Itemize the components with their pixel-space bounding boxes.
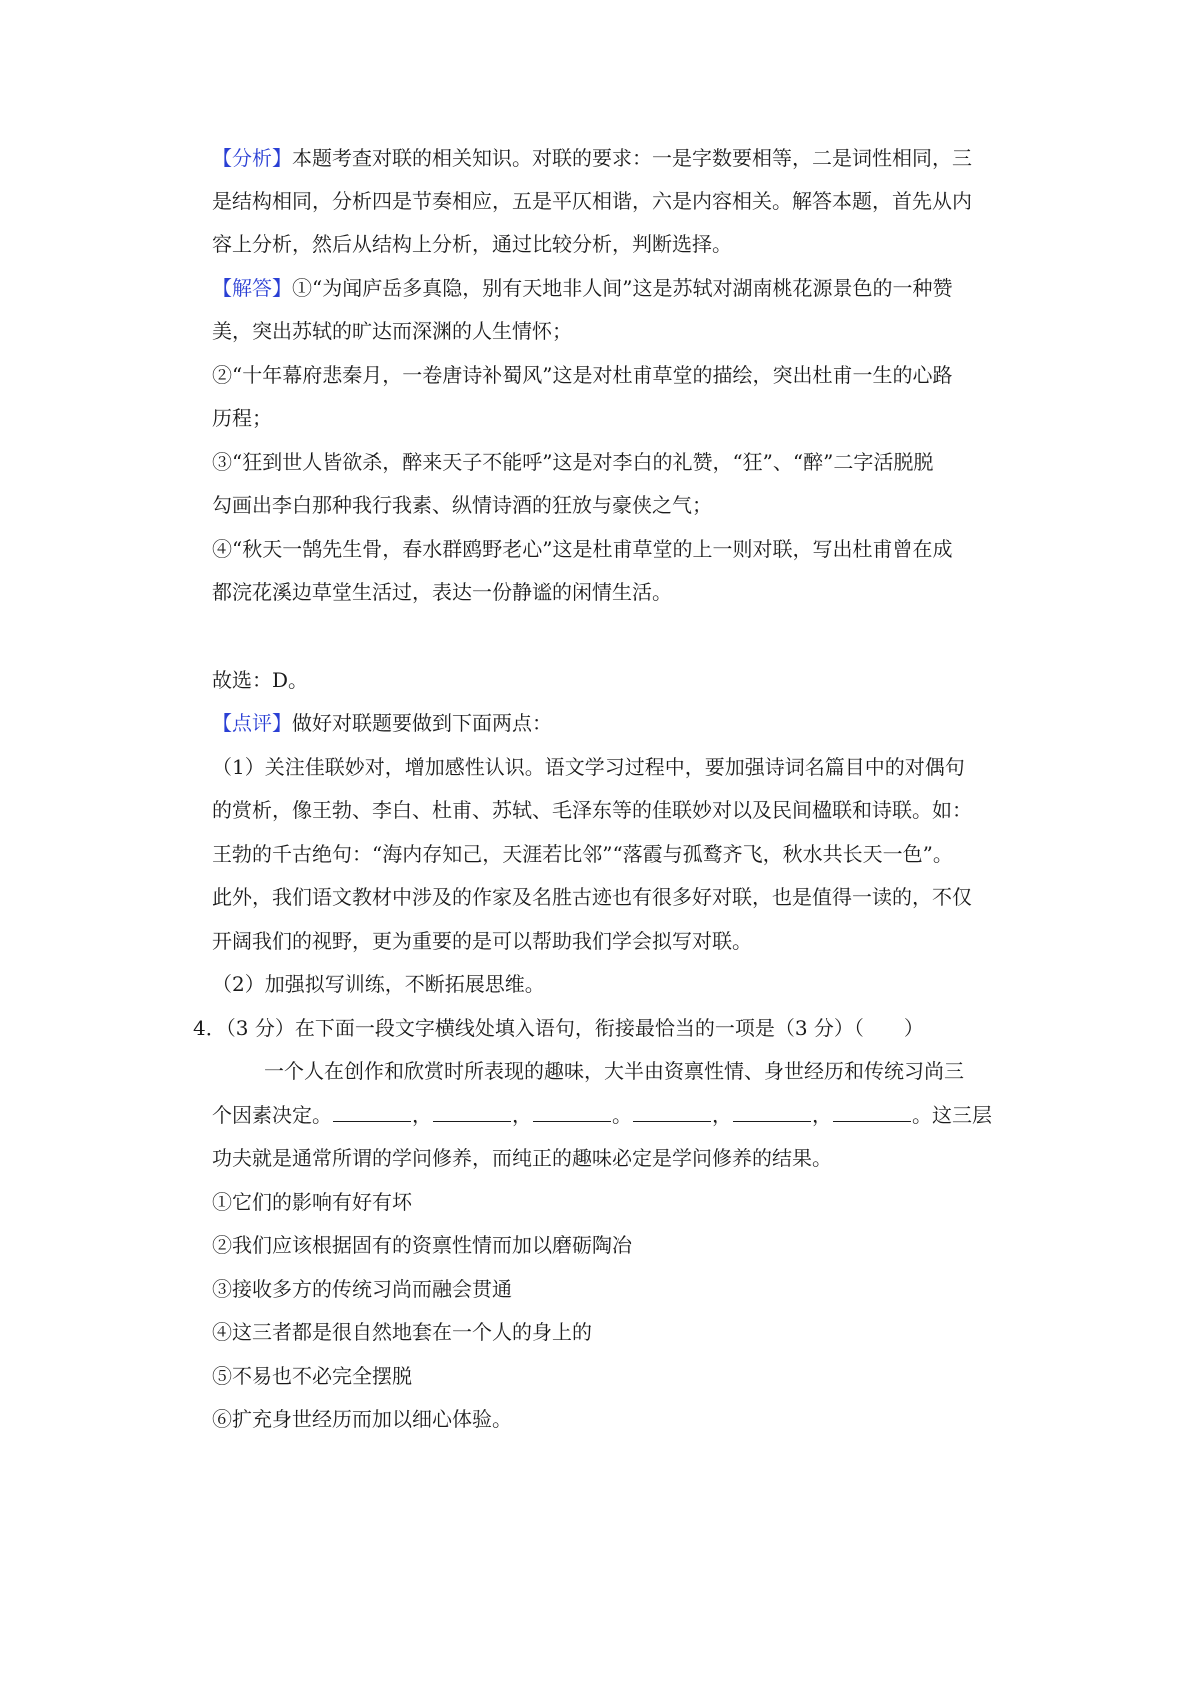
passage-line-2: 个因素决定。 ， ， 。 ， ， 。这三层 xyxy=(212,1103,992,1127)
question-text: （3 分）在下面一段文字横线处填入语句，衔接最恰当的一项是（3 分）（ ） xyxy=(225,1016,924,1040)
analysis-line-3: 容上分析，然后从结构上分析，通过比较分析，判断选择。 xyxy=(212,232,732,256)
answer-line-4: 历程； xyxy=(212,406,272,430)
question-4-stem xyxy=(193,1015,924,1041)
answer-line-7: ④“秋天一鹄先生骨，春水群鸥野老心”这是杜甫草堂的上一则对联，写出杜甫曾在成 xyxy=(212,537,953,561)
comment-line-6: （2）加强拟写训练，不断拓展思维。 xyxy=(212,972,545,996)
option-2: ②我们应该根据固有的资禀性情而加以磨砺陶冶 xyxy=(212,1233,632,1257)
passage-start: 个因素决定。 xyxy=(212,1103,332,1127)
analysis-line-1 xyxy=(212,145,972,171)
comment-line-4: 此外，我们语文教材中涉及的作家及名胜古迹也有很多好对联，也是值得一读的，不仅 xyxy=(212,885,972,909)
blank-5 xyxy=(733,1103,811,1122)
option-6: ⑥扩充身世经历而加以细心体验。 xyxy=(212,1407,512,1431)
blank-4 xyxy=(633,1103,711,1122)
analysis-tag: 【分析】 xyxy=(212,146,292,170)
comment-line-3: 王勃的千古绝句：“海内存知己，天涯若比邻”“落霞与孤鹜齐飞，秋水共长天一色”。 xyxy=(212,842,953,866)
comment-intro: 做好对联题要做到下面两点： xyxy=(292,711,552,735)
question-number: 4． xyxy=(193,1016,226,1040)
blank-6 xyxy=(833,1103,911,1122)
answer-choice: 故选：D。 xyxy=(212,668,309,692)
passage-end: 。这三层 xyxy=(912,1103,992,1127)
answer-line-3: ②“十年幕府悲秦月，一卷唐诗补蜀风”这是对杜甫草堂的描绘，突出杜甫一生的心路 xyxy=(212,363,953,387)
answer-line-1 xyxy=(212,275,952,301)
comment-line-1: （1）关注佳联妙对，增加感性认识。语文学习过程中，要加强诗词名篇目中的对偶句 xyxy=(212,755,965,779)
comment-line-intro xyxy=(212,710,552,736)
blank-2 xyxy=(433,1103,511,1122)
analysis-line-2: 是结构相同，分析四是节奏相应，五是平仄相谐，六是内容相关。解答本题，首先从内 xyxy=(212,189,972,213)
answer-line-5: ③“狂到世人皆欲杀，醉来天子不能呼”这是对李白的礼赞，“狂”、“醉”二字活脱脱 xyxy=(212,450,934,474)
answer-line-8: 都浣花溪边草堂生活过，表达一份静谧的闲情生活。 xyxy=(212,580,672,604)
option-5: ⑤不易也不必完全摆脱 xyxy=(212,1364,412,1388)
analysis-text: 本题考查对联的相关知识。对联的要求：一是字数要相等，二是词性相同，三 xyxy=(292,146,972,170)
answer-text: ①“为闻庐岳多真隐，别有天地非人间”这是苏轼对湖南桃花源景色的一种赞 xyxy=(292,276,953,300)
passage-line-1: 一个人在创作和欣赏时所表现的趣味，大半由资禀性情、身世经历和传统习尚三 xyxy=(264,1059,964,1083)
passage-line-3: 功夫就是通常所谓的学问修养，而纯正的趣味必定是学问修养的结果。 xyxy=(212,1146,832,1170)
answer-tag: 【解答】 xyxy=(212,276,292,300)
answer-line-2: 美，突出苏轼的旷达而深渊的人生情怀； xyxy=(212,319,572,343)
comment-line-2: 的赏析，像王勃、李白、杜甫、苏轼、毛泽东等的佳联妙对以及民间楹联和诗联。如： xyxy=(212,798,972,822)
option-4: ④这三者都是很自然地套在一个人的身上的 xyxy=(212,1320,592,1344)
comment-tag: 【点评】 xyxy=(212,711,292,735)
answer-line-6: 勾画出李白那种我行我素、纵情诗酒的狂放与豪侠之气； xyxy=(212,493,712,517)
comment-line-5: 开阔我们的视野，更为重要的是可以帮助我们学会拟写对联。 xyxy=(212,929,752,953)
option-1: ①它们的影响有好有坏 xyxy=(212,1190,412,1214)
option-3: ③接收多方的传统习尚而融会贯通 xyxy=(212,1277,512,1301)
blank-1 xyxy=(333,1103,411,1122)
blank-3 xyxy=(533,1103,611,1122)
